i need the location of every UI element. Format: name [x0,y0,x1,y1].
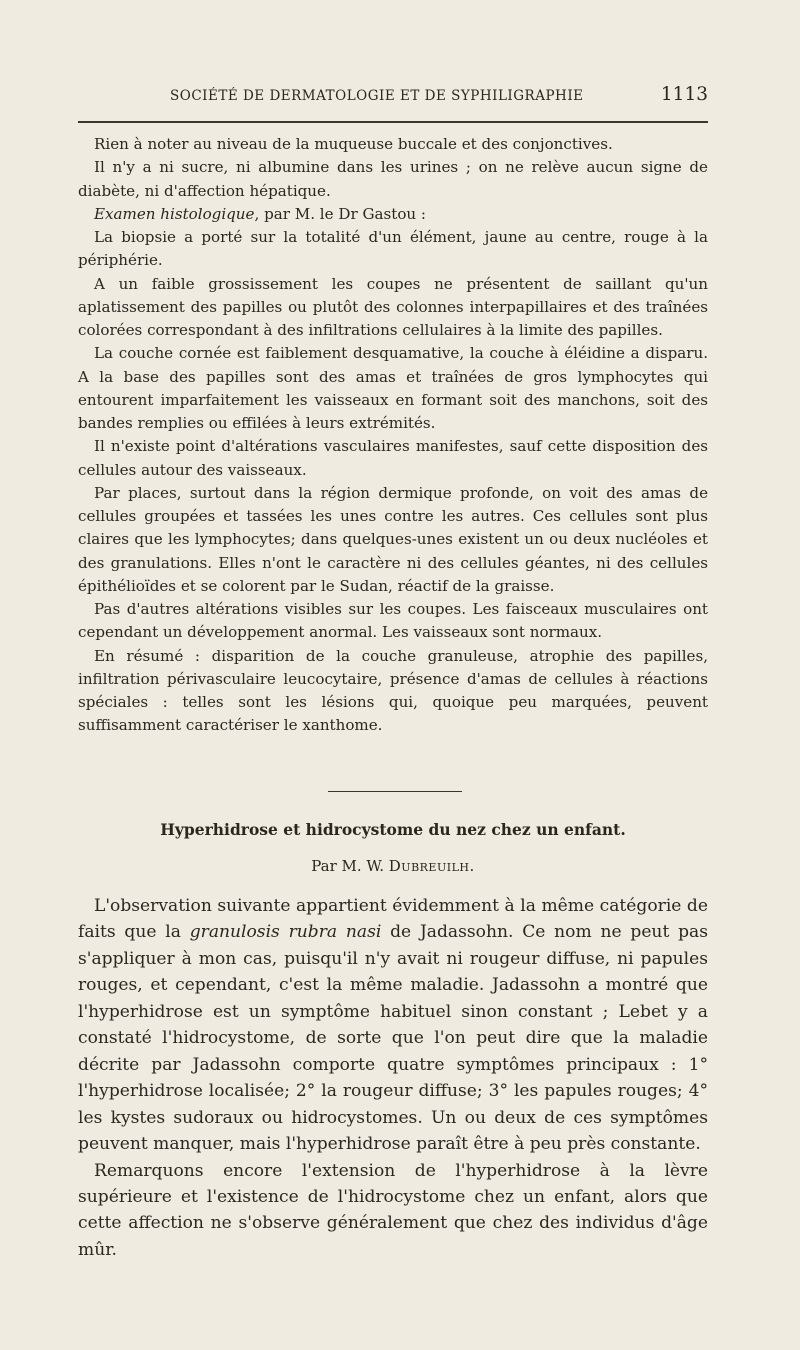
text-run: de Jadassohn. Ce nom ne peut pas s'appliquer à mon cas, puisqu'il n'y avait ni rougeur diffuse, ni papules rouges, et cependant, c'est la même maladie. Jadassohn a montré que l'hyperhidrose est un symptôme habituel sinon constant ; Lebet y a constaté l'hidrocystome, de sorte que l'on peut dire que la maladie décrite par Jadassohn comporte quatre symptômes principaux : 1° l'hyperhidrose localisée; 2° la rougeur diffuse; 3° les papules rouges; 4° les kystes sudoraux ou hidrocystomes. Un ou deux de ces symptômes peuvent manquer, mais l'hyperhidrose paraît être à peu près constante. [78,922,709,1155]
book-page [78,0,708,1350]
text-run: L'observation suivante appartient évidemment à la même catégorie de faits que la [78,896,708,943]
paragraph: Rien à noter au niveau de la muqueuse buccale et des conjonctives. [94,135,613,153]
paragraph [78,893,708,1158]
paragraph: Il n'y a ni sucre, ni albumine dans les urines ; on ne relève aucun signe de diabète, ni d'affection hépatique. [78,158,708,200]
paragraph [78,203,708,226]
author-name: Dubreuilh. [388,857,475,875]
running-head [78,84,708,108]
byline-prefix: Par M. W. [311,857,389,875]
article-title: Hyperhidrose et hidrocystome du nez chez un enfant. [160,820,626,839]
paragraph: En résumé : disparition de la couche granuleuse, atrophie des papilles, infiltration périvasculaire leucocytaire, présence d'amas de cellules à réactions spéciales : telles sont les lésions qui, quoique peu marquées, peuvent suffisamment caractériser le xanthome. [78,646,708,735]
paragraph: Remarquons encore l'extension de l'hyperhidrose à la lèvre supérieure et l'existence de l'hidrocystome chez un enfant, alors que cette affection ne s'observe généralement que chez des individus d'âge mûr. [78,1160,708,1260]
running-title: SOCIÉTÉ DE DERMATOLOGIE ET DE SYPHILIGRAPHIE [170,88,584,104]
section-label-rest: , par M. le Dr Gastou : [254,204,427,223]
article-byline [78,857,708,875]
paragraph: Pas d'autres altérations visibles sur les coupes. Les faisceaux musculaires ont cependant un développement anormal. Les vaisseaux sont normaux. [78,600,708,642]
section-separator [328,791,462,792]
previous-case-text [78,133,708,738]
paragraph: Il n'existe point d'altérations vasculaires manifestes, sauf cette disposition des cellules autour des vaisseaux. [78,437,708,479]
section-label: Examen histologique [94,204,255,223]
italic-term: granulosis rubra nasi [189,922,382,943]
article-body [78,893,708,1263]
paragraph: A un faible grossissement les coupes ne présentent de saillant qu'un aplatissement des papilles ou plutôt des colonnes interpapillaires et des traînées colorées correspondant à des infiltrations cellulaires à la limite des papilles. [78,274,708,339]
paragraph: Par places, surtout dans la région dermique profonde, on voit des amas de cellules groupées et tassées les unes contre les autres. Ces cellules sont plus claires que les lymphocytes; dans quelques-unes existent un ou deux nucléoles et des granulations. Elles n'ont le caractère ni des cellules géantes, ni des cellules épithélioïdes et se colorent par le Sudan, réactif de la graisse. [78,483,708,595]
page-number: 1113 [660,84,708,105]
paragraph: La biopsie a porté sur la totalité d'un élément, jaune au centre, rouge à la périphérie. [78,228,708,270]
paragraph: La couche cornée est faiblement desquamative, la couche à éléidine a disparu. A la base des papilles sont des amas et traînées de gros lymphocytes qui entourent imparfaitement les vaisseaux en formant soit des manchons, soit des bandes remplies ou effilées à leurs extrémités. [78,344,708,432]
header-rule [78,121,708,123]
